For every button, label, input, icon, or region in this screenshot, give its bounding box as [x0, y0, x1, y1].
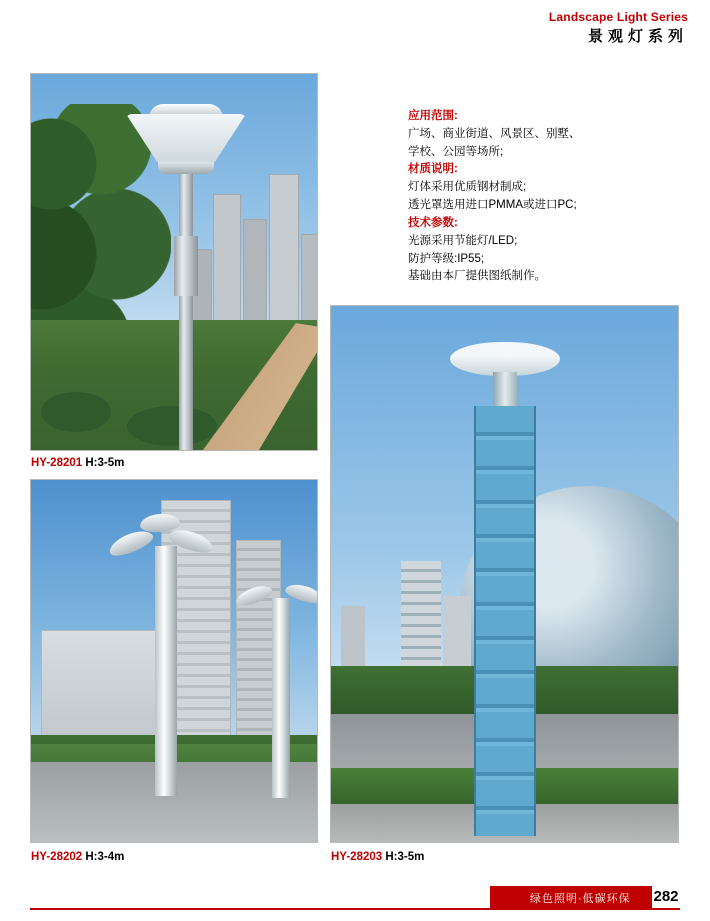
lamp-shade	[450, 342, 560, 376]
shrub	[41, 392, 111, 432]
spec-line: 光源采用节能灯/LED;	[408, 234, 518, 247]
lamp-assembly	[231, 568, 318, 798]
specification-block	[408, 108, 658, 286]
page-number: 282	[652, 886, 680, 908]
spec-line: 学校、公园等场所;	[408, 145, 504, 158]
spec-line: 防护等级:IP55;	[408, 252, 485, 265]
lamp-column	[474, 406, 536, 836]
lamp-pole-collar	[174, 236, 198, 296]
lamp-leaf	[234, 582, 275, 609]
product-code: HY-28202	[31, 851, 83, 863]
lamp-pole	[155, 546, 177, 796]
product-code: HY-28201	[31, 457, 83, 469]
product-photo-hy28201	[30, 73, 318, 451]
spec-line: 基础由本厂提供图纸制作。	[408, 270, 546, 283]
product-code: HY-28203	[331, 851, 383, 863]
caption-hy28202	[31, 851, 124, 863]
caption-hy28201	[31, 457, 124, 469]
product-dimensions: H:3-4m	[85, 851, 125, 863]
caption-hy28203	[331, 851, 424, 863]
spec-line: 透光罩选用进口PMMA或进口PC;	[408, 199, 577, 212]
spec-heading-technical: 技术参数:	[408, 216, 458, 229]
spec-heading-application: 应用范围:	[408, 110, 458, 122]
product-photo-hy28202	[30, 479, 318, 843]
footer-divider	[30, 908, 680, 910]
footer-slogan: 绿色照明·低碳环保	[530, 893, 631, 905]
header-title-cn: 景观灯系列	[587, 28, 688, 45]
lamp-skirt	[158, 162, 214, 174]
header-title-en: Landscape Light Series	[548, 10, 688, 24]
shrub	[127, 406, 217, 446]
spec-line: 广场、商业街道、风景区、别墅、	[408, 127, 581, 140]
lamp-pole	[272, 598, 290, 798]
product-photo-hy28203	[330, 305, 679, 843]
spec-line: 灯体采用优质钢材制成;	[408, 181, 527, 194]
spec-heading-material: 材质说明:	[408, 163, 458, 176]
product-dimensions: H:3-5m	[385, 851, 425, 863]
lamp-assembly	[106, 510, 226, 800]
page-header	[549, 10, 688, 47]
product-dimensions: H:3-5m	[85, 457, 125, 469]
lamp-pole	[179, 174, 193, 451]
